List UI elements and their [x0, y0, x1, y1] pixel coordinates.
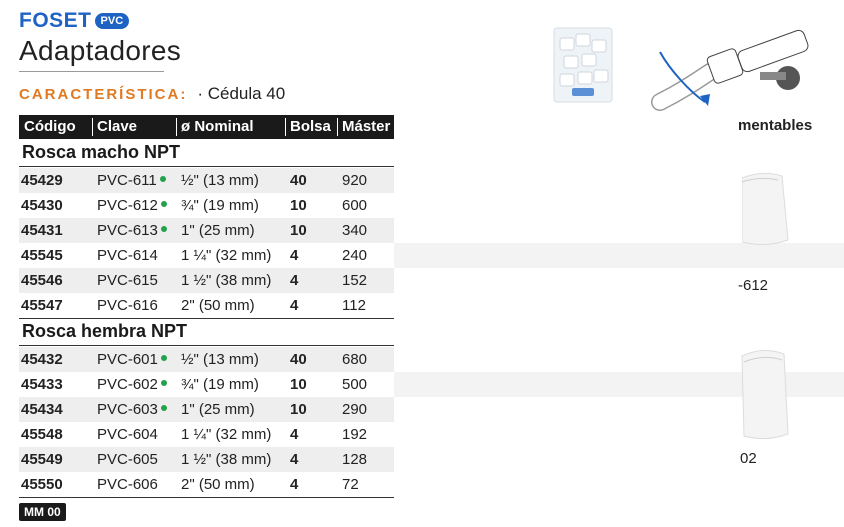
cell-nominal: 1 ½" (38 mm) — [181, 451, 272, 468]
cell-bolsa: 10 — [290, 376, 307, 393]
cell-master: 240 — [342, 247, 368, 264]
installation-illustration — [650, 22, 844, 118]
header-separator — [176, 118, 177, 136]
stock-dot-icon — [161, 226, 167, 232]
header-clave: Clave — [97, 118, 138, 135]
table-row — [19, 193, 394, 218]
cell-nominal: ½" (13 mm) — [181, 172, 259, 189]
partial-label: 02 — [740, 450, 757, 467]
cell-code: 45546 — [21, 272, 63, 289]
cell-clave: PVC-603 — [97, 397, 167, 422]
table-row — [19, 218, 394, 243]
cell-nominal: 1 ½" (38 mm) — [181, 272, 272, 289]
cell-master: 600 — [342, 197, 368, 214]
cell-nominal: 2" (50 mm) — [181, 297, 255, 314]
cell-master: 112 — [342, 297, 366, 314]
feature-value: · Cédula 40 — [197, 84, 286, 103]
cell-code: 45550 — [21, 476, 63, 493]
section-title-rosca-macho: Rosca macho NPT — [22, 142, 181, 162]
feature-label: CARACTERÍSTICA: — [19, 85, 188, 103]
table-row — [19, 447, 394, 472]
partial-header-text: mentables — [738, 117, 813, 134]
cell-master: 72 — [342, 476, 359, 493]
table-row — [19, 372, 394, 397]
cell-clave: PVC-612 — [97, 193, 167, 218]
cell-clave: PVC-614 — [97, 247, 158, 264]
cell-master: 920 — [342, 172, 368, 189]
cell-bolsa: 40 — [290, 351, 307, 368]
cell-nominal: ¾" (19 mm) — [181, 376, 259, 393]
table-header — [19, 115, 394, 139]
cell-code: 45548 — [21, 426, 63, 443]
cell-master: 340 — [342, 222, 368, 239]
title-divider — [19, 71, 164, 72]
fitting-image-partial — [742, 170, 792, 248]
cell-code: 45434 — [21, 401, 63, 418]
cell-bolsa: 4 — [290, 272, 299, 289]
stock-dot-icon — [161, 201, 167, 207]
table-row — [19, 422, 394, 447]
stock-dot-icon — [161, 405, 167, 411]
brand-badge: PVC — [95, 13, 130, 29]
cell-master: 680 — [342, 351, 368, 368]
brand-logo — [19, 9, 129, 33]
stock-dot-icon — [161, 380, 167, 386]
header-codigo: Código — [24, 118, 76, 135]
cell-clave: PVC-613 — [97, 218, 167, 243]
cell-bolsa: 4 — [290, 297, 299, 314]
cell-bolsa: 4 — [290, 247, 299, 264]
cell-bolsa: 10 — [290, 401, 307, 418]
table-row — [19, 397, 394, 422]
header-bolsa: Bolsa — [290, 118, 331, 135]
cell-code: 45433 — [21, 376, 63, 393]
cell-clave: PVC-601 — [97, 347, 167, 372]
cell-master: 192 — [342, 426, 368, 443]
header-separator — [337, 118, 338, 136]
cell-clave: PVC-615 — [97, 272, 158, 289]
partial-label: -612 — [738, 277, 769, 294]
cell-clave: PVC-602 — [97, 372, 167, 397]
page-title: Adaptadores — [19, 35, 182, 66]
cell-bolsa: 10 — [290, 197, 307, 214]
cell-master: 152 — [342, 272, 368, 289]
cell-code: 45431 — [21, 222, 63, 239]
header-separator — [92, 118, 93, 136]
cell-code: 45545 — [21, 247, 63, 264]
section-title-rosca-hembra: Rosca hembra NPT — [22, 321, 188, 341]
cell-bolsa: 4 — [290, 476, 299, 493]
header-nominal: ø Nominal — [181, 118, 254, 135]
cell-clave: PVC-611 — [97, 168, 166, 193]
fitting-image-partial — [738, 346, 792, 442]
cell-clave: PVC-605 — [97, 451, 158, 468]
table-row — [19, 293, 394, 318]
product-bag-image — [552, 26, 614, 104]
cell-nominal: 1" (25 mm) — [181, 401, 255, 418]
cell-master: 500 — [342, 376, 368, 393]
table-row — [19, 347, 394, 372]
cell-nominal: ½" (13 mm) — [181, 351, 259, 368]
cell-clave: PVC-604 — [97, 426, 158, 443]
table-row — [19, 168, 394, 193]
table-row — [19, 268, 394, 293]
cell-code: 45429 — [21, 172, 63, 189]
cell-code: 45430 — [21, 197, 63, 214]
cell-master: 290 — [342, 401, 368, 418]
footer-code-badge: MM 00 — [19, 503, 66, 521]
brand-name: FOSET — [19, 9, 92, 32]
cell-code: 45549 — [21, 451, 63, 468]
cell-nominal: 1" (25 mm) — [181, 222, 255, 239]
table-row — [19, 243, 394, 268]
stock-dot-icon — [160, 176, 166, 182]
cell-nominal: 1 ¼" (32 mm) — [181, 426, 272, 443]
cell-clave: PVC-606 — [97, 476, 158, 493]
table-row — [19, 472, 394, 497]
cell-nominal: 2" (50 mm) — [181, 476, 255, 493]
cell-nominal: ¾" (19 mm) — [181, 197, 259, 214]
cell-master: 128 — [342, 451, 368, 468]
cell-bolsa: 10 — [290, 222, 307, 239]
cell-bolsa: 4 — [290, 451, 299, 468]
cell-clave: PVC-616 — [97, 297, 158, 314]
stock-dot-icon — [161, 355, 167, 361]
cell-code: 45547 — [21, 297, 63, 314]
cell-nominal: 1 ¼" (32 mm) — [181, 247, 272, 264]
cell-bolsa: 40 — [290, 172, 307, 189]
cell-bolsa: 4 — [290, 426, 299, 443]
header-separator — [285, 118, 286, 136]
header-master: Máster — [342, 118, 391, 135]
feature-line — [19, 82, 285, 106]
cell-code: 45432 — [21, 351, 63, 368]
